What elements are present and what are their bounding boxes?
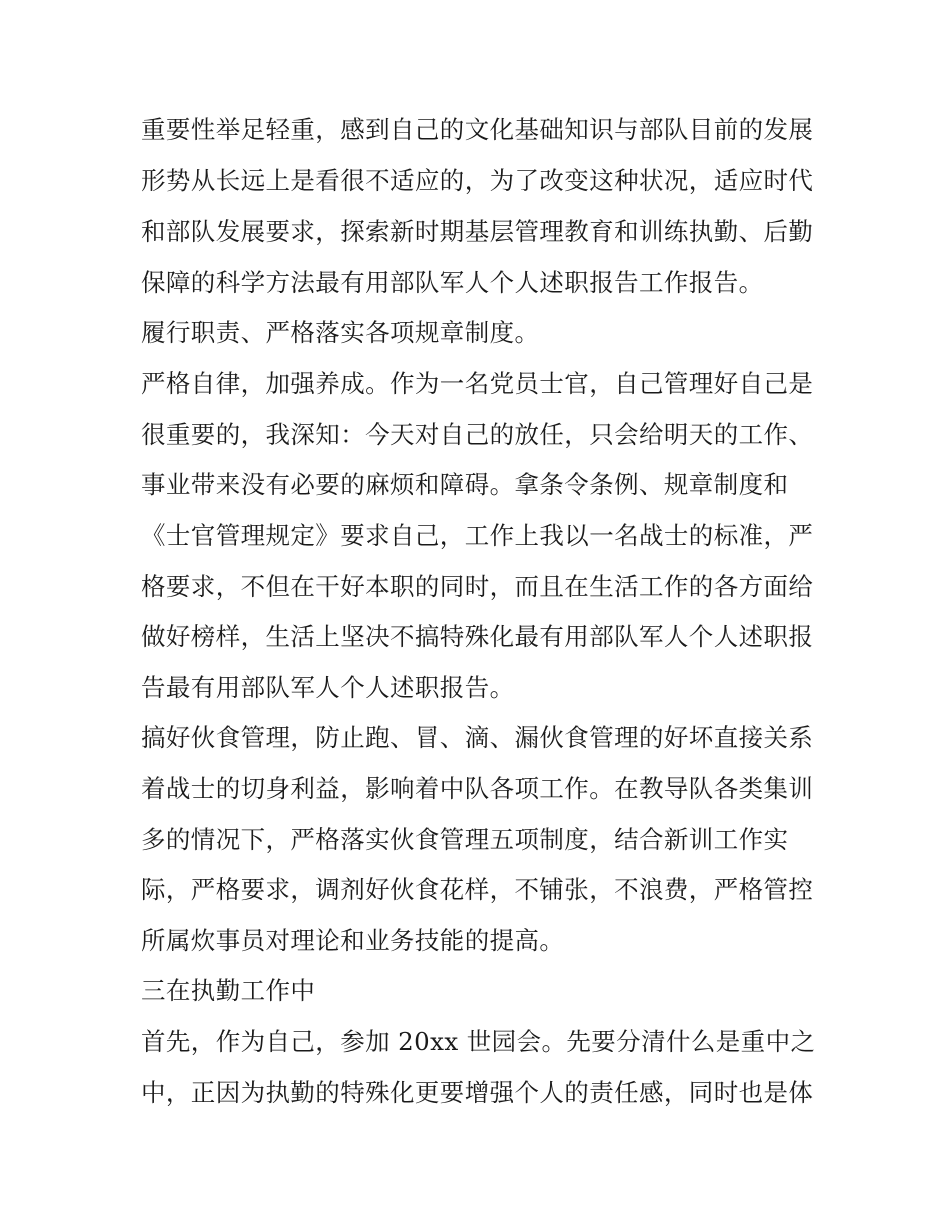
text-line: 首先，作为自己，参加 20xx 世园会。先要分清什么是重中之 — [141, 1027, 816, 1056]
text-line: 所属炊事员对理论和业务技能的提高。 — [141, 926, 565, 955]
text-line: 告最有用部队军人个人述职报告。 — [141, 673, 515, 702]
text-line: 着战士的切身利益，影响着中队各项工作。在教导队各类集训 — [141, 774, 814, 803]
text-line: 多的情况下，严格落实伙食管理五项制度，结合新训工作实 — [141, 825, 789, 854]
text-line: 《士官管理规定》要求自己，工作上我以一名战士的标准，严 — [141, 521, 814, 550]
text-line: 保障的科学方法最有用部队军人个人述职报告工作报告。 — [141, 268, 764, 297]
section-heading: 履行职责、严格落实各项规章制度。 — [141, 318, 540, 347]
text-line: 做好榜样，生活上坚决不搞特殊化最有用部队军人个人述职报 — [141, 622, 814, 651]
text-line: 际，严格要求，调剂好伙食花样，不铺张，不浪费，严格管控 — [141, 875, 814, 904]
text-line: 形势从长远上是看很不适应的，为了改变这种状况，适应时代 — [141, 166, 814, 195]
text-line: 和部队发展要求，探索新时期基层管理教育和训练执勤、后勤 — [141, 217, 814, 246]
text-line: 严格自律，加强养成。作为一名党员士官，自己管理好自己是 — [141, 369, 814, 398]
text-line: 重要性举足轻重，感到自己的文化基础知识与部队目前的发展 — [141, 115, 814, 144]
text-line: 很重要的，我深知：今天对自己的放任，只会给明天的工作、 — [141, 420, 814, 449]
text-line: 搞好伙食管理，防止跑、冒、滴、漏伙食管理的好坏直接关系 — [141, 723, 814, 752]
text-line: 格要求，不但在干好本职的同时，而且在生活工作的各方面给 — [141, 572, 814, 601]
section-heading: 三在执勤工作中 — [141, 976, 316, 1005]
text-line: 中，正因为执勤的特殊化更要增强个人的责任感，同时也是体 — [141, 1078, 814, 1107]
text-line: 事业带来没有必要的麻烦和障碍。拿条令条例、规章制度和 — [141, 470, 789, 499]
